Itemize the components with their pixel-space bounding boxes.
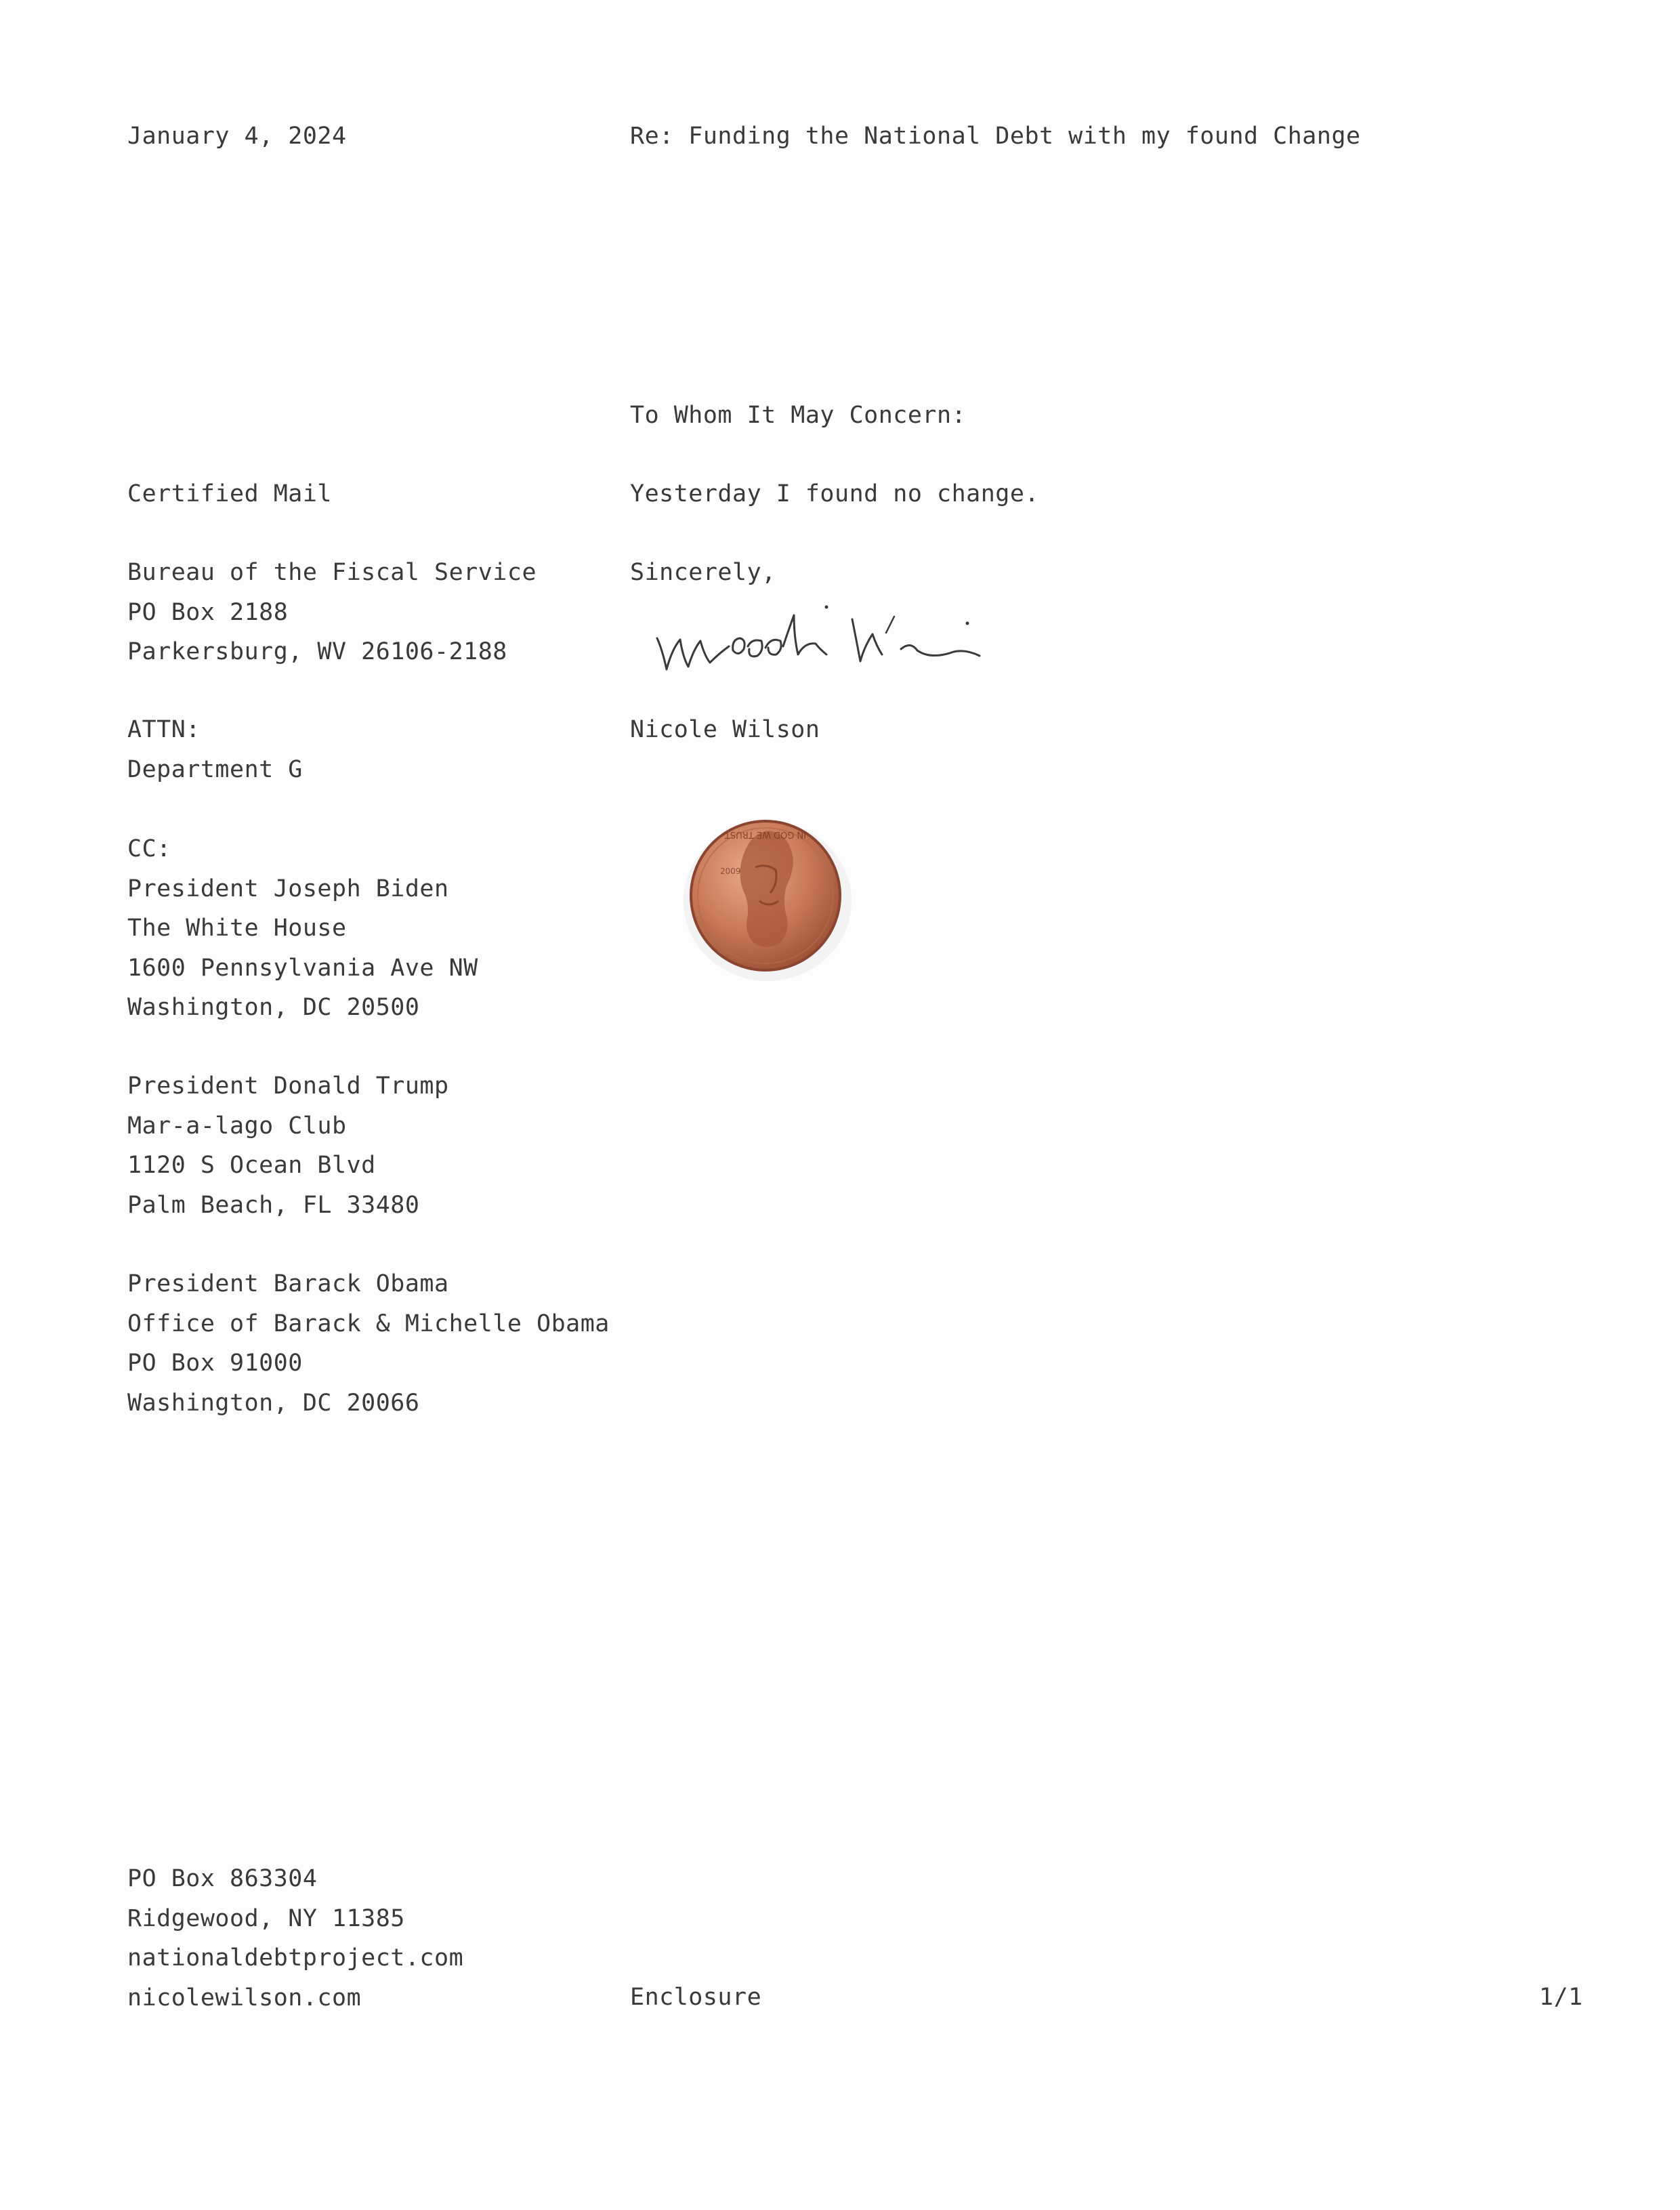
- closing: Sincerely,: [630, 559, 776, 586]
- recipient-address: [127, 553, 537, 672]
- svg-text:IN GOD WE TRUST: IN GOD WE TRUST: [724, 829, 807, 839]
- attn-label: ATTN:: [127, 716, 201, 743]
- enclosure-label: Enclosure: [630, 1984, 762, 2011]
- attn-department: Department G: [127, 755, 303, 783]
- salutation: To Whom It May Concern:: [630, 402, 967, 429]
- penny-image: [667, 799, 864, 996]
- recipient-line: PO Box 2188: [127, 598, 289, 626]
- letter-body: Yesterday I found no change.: [630, 480, 1040, 507]
- cc-line: PO Box 91000: [127, 1350, 303, 1377]
- cc-line: The White House: [127, 915, 347, 942]
- cc-block-obama: [127, 1264, 610, 1423]
- page-number: 1/1: [1539, 1984, 1583, 2011]
- cc-line: Mar-a-lago Club: [127, 1112, 347, 1140]
- cc-line: President Donald Trump: [127, 1072, 449, 1100]
- cc-label: CC:: [127, 835, 171, 862]
- cc-line: President Joseph Biden: [127, 875, 449, 902]
- sender-address: [127, 1859, 463, 2018]
- attention-block: [127, 710, 303, 789]
- sender-website: nicolewilson.com: [127, 1984, 362, 2011]
- sender-line: Ridgewood, NY 11385: [127, 1904, 405, 1932]
- cc-line: Washington, DC 20500: [127, 994, 420, 1021]
- cc-line: Palm Beach, FL 33480: [127, 1191, 420, 1219]
- signer-name: Nicole Wilson: [630, 716, 820, 743]
- cc-line: 1600 Pennsylvania Ave NW: [127, 954, 478, 982]
- recipient-line: Parkersburg, WV 26106-2188: [127, 638, 507, 665]
- recipient-line: Bureau of the Fiscal Service: [127, 559, 537, 586]
- letter-date: January 4, 2024: [127, 123, 347, 150]
- mail-method: Certified Mail: [127, 480, 333, 507]
- handwritten-signature: [649, 596, 1001, 684]
- sender-line: PO Box 863304: [127, 1865, 318, 1892]
- cc-line: Washington, DC 20066: [127, 1389, 420, 1417]
- cc-block-biden: [127, 829, 478, 1028]
- cc-line: Office of Barack & Michelle Obama: [127, 1310, 610, 1337]
- letter-subject: Re: Funding the National Debt with my found Change: [630, 123, 1361, 150]
- cc-line: 1120 S Ocean Blvd: [127, 1152, 376, 1179]
- cc-line: President Barack Obama: [127, 1270, 449, 1297]
- sender-website: nationaldebtproject.com: [127, 1944, 464, 1972]
- cc-block-trump: [127, 1066, 449, 1225]
- coin-year-text: 2009: [720, 867, 741, 876]
